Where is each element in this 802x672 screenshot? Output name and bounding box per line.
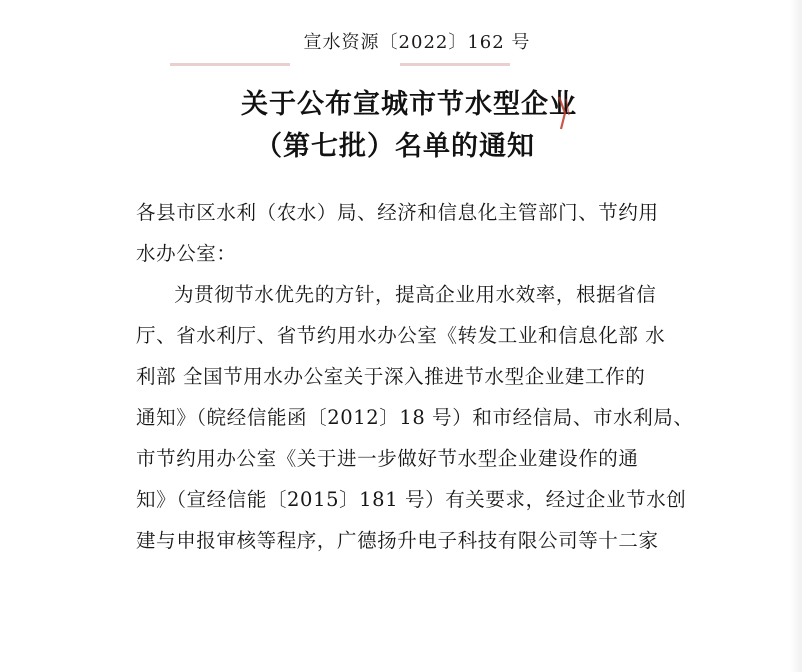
document-number: 宣水资源〔2022〕162 号 (303, 32, 531, 53)
body-line-6: 知》（宣经信能〔2015〕181 号）有关要求，经过企业节水创 (136, 488, 687, 511)
salutation-line-1: 各县市区水利（农水）局、经济和信息化主管部门、节约用 (136, 201, 659, 224)
body-line-4: 通知》（皖经信能函〔2012〕18 号）和市经信局、市水利局、 (136, 406, 694, 429)
body-line-5: 市节约用办公室《关于进一步做好节水型企业建设作的通 (136, 447, 639, 470)
document-title-line-1: 关于公布宣城市节水型企业 (241, 89, 577, 120)
body-line-3: 利部 全国节用水办公室关于深入推进节水型企业建工作的 (136, 365, 646, 388)
body-line-1: 为贯彻节水优先的方针，提高企业用水效率，根据省信 (174, 283, 657, 306)
body-line-7: 建与申报审核等程序，广德扬升电子科技有限公司等十二家 (136, 529, 659, 552)
header-rule-left (170, 63, 290, 66)
seal-stamp-fragment (556, 95, 572, 131)
body-line-2: 厅、省水利厅、省节约用水办公室《转发工业和信息化部 水 (136, 324, 666, 347)
header-rule-right (400, 63, 510, 66)
document-title-line-2: （第七批）名单的通知 (255, 131, 535, 162)
salutation-line-2: 水办公室： (136, 242, 237, 265)
